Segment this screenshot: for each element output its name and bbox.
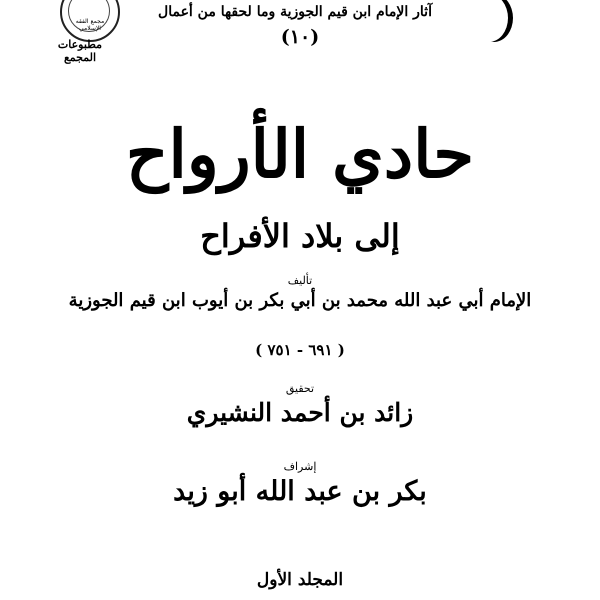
editing-label: تحقيق <box>285 382 315 395</box>
authorship-label: تأليف <box>287 274 313 287</box>
author-dates: ( ٦٩١ - ٧٥١ ) <box>255 341 345 359</box>
publisher-name: مطبوعات المجمع <box>57 38 103 64</box>
supervision-label: إشراف <box>283 460 317 473</box>
seal-text: مجمع الفقه الإسلامي <box>75 18 105 32</box>
volume-label: المجلد الأول <box>256 570 344 590</box>
series-number: (١٠) <box>280 26 320 48</box>
author-name: الإمام أبي عبد الله محمد بن أبي بكر بن أيوب ابن قيم الجوزية <box>68 290 532 311</box>
book-title: حادي الأرواح <box>125 115 475 193</box>
book-subtitle: إلى بلاد الأفراح <box>200 217 400 255</box>
crescent-ornament <box>470 0 508 42</box>
series-title: آثار الإمام ابن قيم الجوزية وما لحقها من أعمال <box>158 4 432 20</box>
editor-name: زائد بن أحمد النشيري <box>186 398 414 427</box>
supervisor-name: بكر بن عبد الله أبو زيد <box>173 476 427 507</box>
